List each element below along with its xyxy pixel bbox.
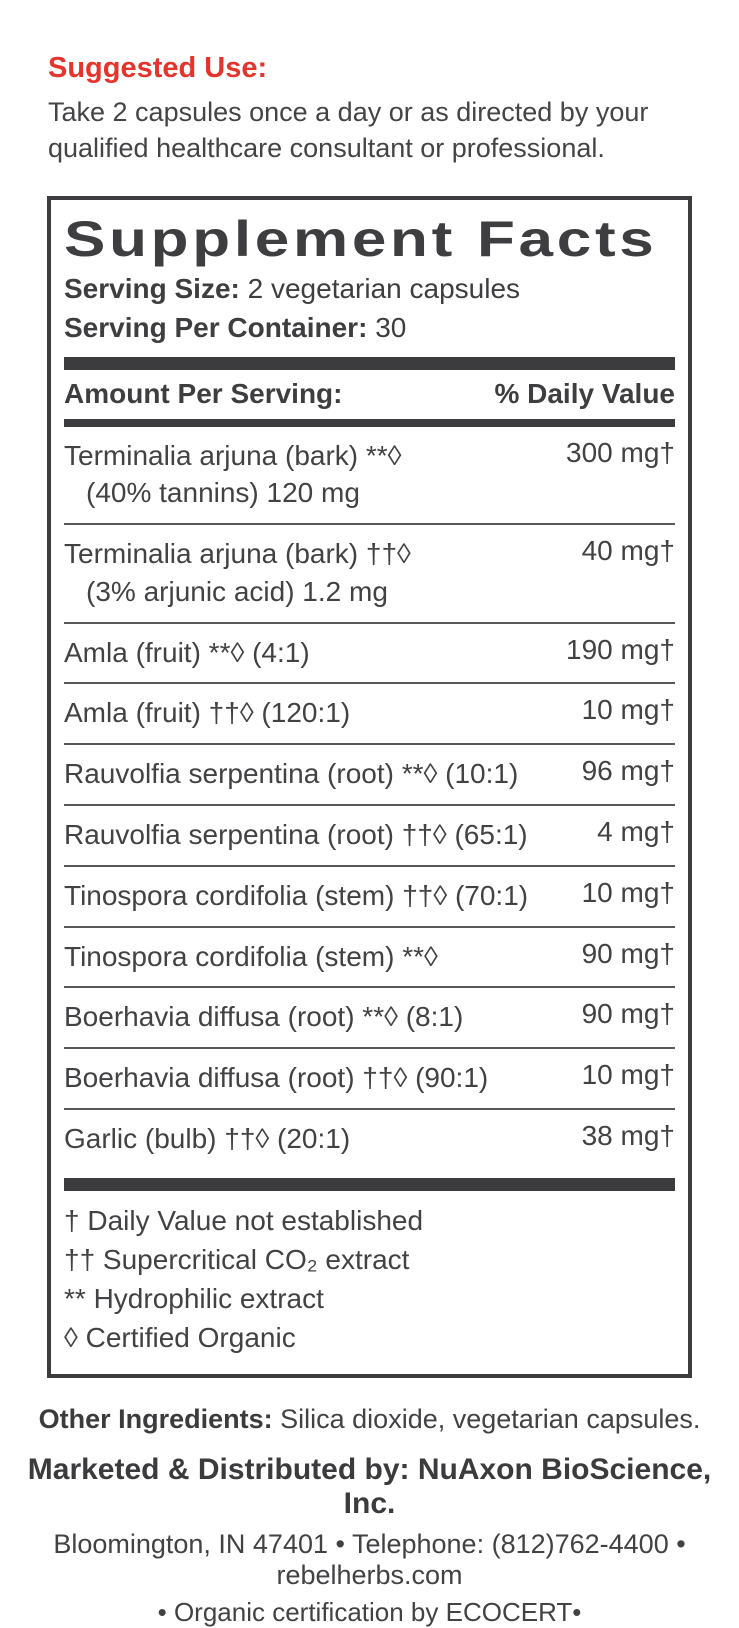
ingredient-amount: 4 mg† — [597, 816, 675, 848]
organic-certification-line: • Organic certification by ECOCERT• — [157, 1596, 582, 1627]
suggested-use-heading: Suggested Use: — [48, 52, 268, 84]
ingredient-name — [64, 877, 528, 915]
daily-value-header: % Daily Value — [494, 377, 675, 409]
ingredient-name — [64, 535, 411, 611]
ingredient-row — [64, 1049, 675, 1110]
ingredient-name — [64, 1120, 350, 1158]
ingredient-amount: 96 mg† — [581, 755, 675, 787]
ingredient-row — [64, 624, 675, 685]
ingredient-name-detail: (40% tannins) 120 mg — [86, 477, 360, 509]
supplement-facts-title: Supplement Facts — [64, 211, 658, 268]
ingredient-row — [64, 525, 675, 624]
ingredient-amount: 40 mg† — [581, 535, 675, 567]
serving-size-label: Serving Size: — [64, 273, 240, 305]
ingredient-table — [64, 427, 675, 1169]
supplement-facts-panel — [47, 196, 692, 1377]
ingredient-name — [64, 816, 528, 854]
ingredient-name-main: Rauvolfia serpentina (root) **◊ (10:1) — [64, 758, 519, 790]
ingredient-row — [64, 988, 675, 1049]
servings-per-container-line — [64, 309, 675, 348]
other-ingredients-value: Silica dioxide, vegetarian capsules. — [280, 1403, 701, 1434]
servings-per-container-value: 30 — [375, 311, 407, 343]
ingredient-amount: 90 mg† — [581, 937, 675, 969]
ingredient-amount: 10 mg† — [581, 694, 675, 726]
ingredient-name-detail: (3% arjunic acid) 1.2 mg — [86, 575, 388, 607]
divider-bar-medium — [64, 419, 675, 427]
ingredient-name-main: Tinospora cordifolia (stem) **◊ — [64, 940, 438, 972]
ingredient-row — [64, 806, 675, 867]
ingredient-name-main: Boerhavia diffusa (root) **◊ (8:1) — [64, 1001, 464, 1033]
other-ingredients-line — [0, 1404, 739, 1435]
ingredient-name — [64, 694, 350, 732]
ingredient-name-main: Terminalia arjuna (bark) **◊ — [64, 439, 402, 471]
ingredient-amount: 10 mg† — [581, 876, 675, 908]
ingredient-name — [64, 998, 463, 1036]
footnote-line: ◊ Certified Organic — [64, 1322, 296, 1354]
serving-size-line — [64, 270, 675, 309]
supplement-facts-title-wrap — [64, 208, 675, 270]
ingredient-amount: 90 mg† — [581, 998, 675, 1030]
divider-bar-thick-bottom — [64, 1178, 675, 1191]
ingredient-name — [64, 755, 518, 793]
ingredient-row — [64, 1110, 675, 1169]
footnotes-block — [64, 1191, 675, 1362]
ingredient-name — [64, 938, 438, 976]
ingredient-name-main: Tinospora cordifolia (stem) ††◊ (70:1) — [64, 879, 529, 911]
ingredient-row — [64, 867, 675, 928]
marketed-by-line: Marketed & Distributed by: NuAxon BioScience, Inc. — [27, 1452, 712, 1520]
serving-size-value: 2 vegetarian capsules — [247, 273, 521, 305]
ingredient-amount: 10 mg† — [581, 1059, 675, 1091]
ingredient-name-main: Terminalia arjuna (bark) ††◊ — [64, 538, 411, 570]
ingredient-name — [64, 634, 310, 672]
amount-per-serving-header: Amount Per Serving: — [64, 377, 343, 409]
ingredient-row — [64, 745, 675, 806]
ingredient-row — [64, 427, 675, 526]
servings-per-container-label: Serving Per Container: — [64, 311, 368, 343]
address-line: Bloomington, IN 47401 • Telephone: (812)762-4400 • rebelherbs.com — [53, 1528, 686, 1590]
divider-bar-thick-top — [64, 357, 675, 370]
ingredient-name-main: Rauvolfia serpentina (root) ††◊ (65:1) — [64, 819, 528, 851]
other-ingredients-label: Other Ingredients: — [38, 1403, 273, 1434]
ingredient-amount: 190 mg† — [566, 633, 675, 665]
ingredient-name — [64, 437, 402, 513]
ingredient-name — [64, 1059, 488, 1097]
column-headers-row — [64, 370, 675, 419]
ingredient-name-main: Amla (fruit) **◊ (4:1) — [64, 636, 310, 668]
ingredient-row — [64, 684, 675, 745]
ingredient-row — [64, 928, 675, 989]
ingredient-name-main: Boerhavia diffusa (root) ††◊ (90:1) — [64, 1062, 489, 1094]
footnote-line: †† Supercritical CO₂ extract — [64, 1244, 410, 1276]
footnote-line: ** Hydrophilic extract — [64, 1283, 324, 1315]
footnote-line: † Daily Value not established — [64, 1204, 424, 1236]
suggested-use-body: Take 2 capsules once a day or as directed by your qualified healthcare consultant or professional. — [48, 97, 649, 163]
ingredient-amount: 38 mg† — [581, 1120, 675, 1152]
ingredient-name-main: Garlic (bulb) ††◊ (20:1) — [64, 1123, 351, 1155]
ingredient-amount: 300 mg† — [566, 436, 675, 468]
ingredient-name-main: Amla (fruit) ††◊ (120:1) — [64, 697, 351, 729]
